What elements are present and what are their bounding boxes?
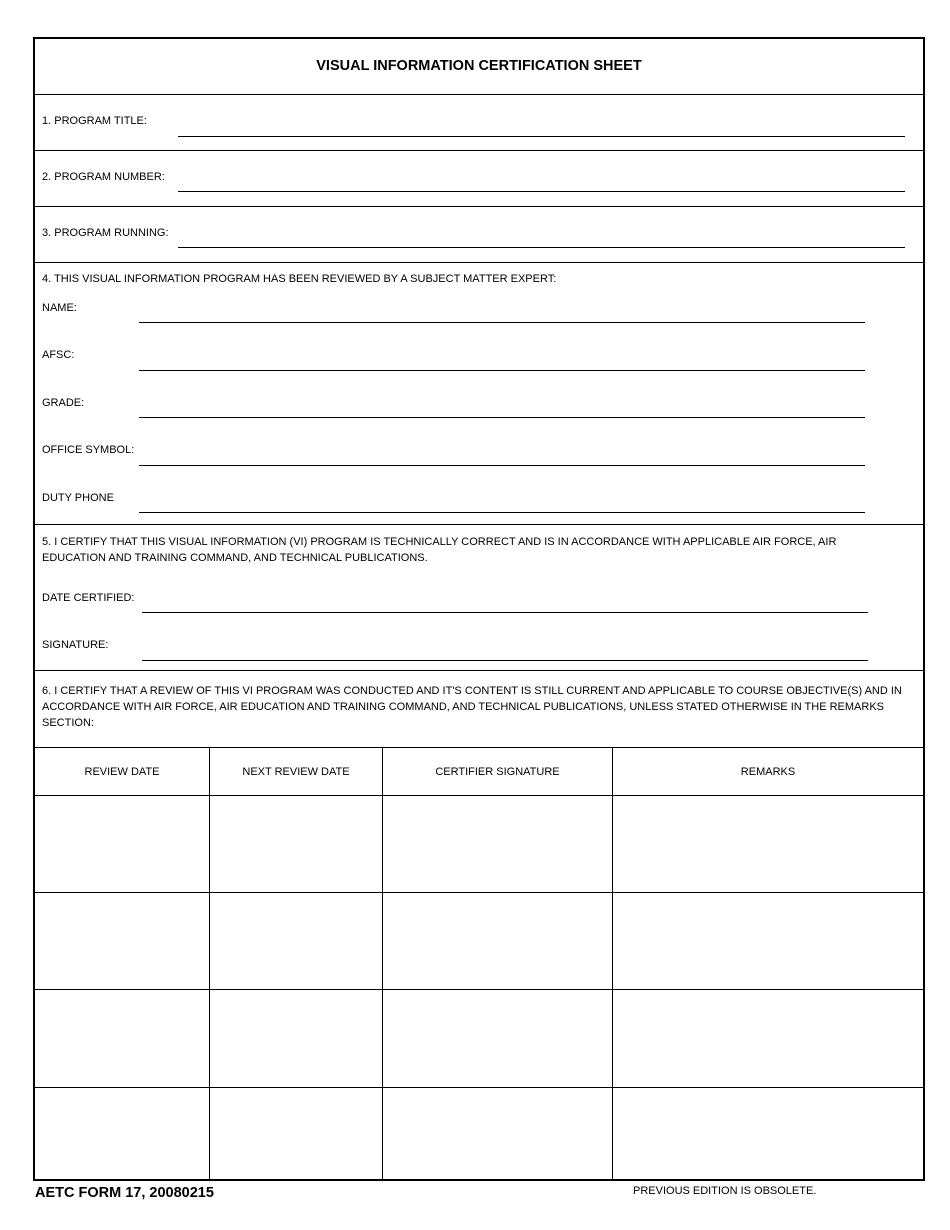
review-table-header: [35, 748, 923, 796]
program-number-label: 2. PROGRAM NUMBER:: [42, 171, 165, 183]
table-row: [35, 796, 923, 893]
table-row: [35, 990, 923, 1088]
program-number-section: [35, 151, 923, 207]
certification-section: [35, 525, 923, 671]
sme-review-section: [35, 263, 923, 525]
signature-label: SIGNATURE:: [42, 639, 109, 651]
review-date-cell[interactable]: [35, 1088, 210, 1179]
sme-grade-field[interactable]: [139, 417, 865, 418]
date-certified-field[interactable]: [142, 612, 868, 613]
sme-name-field[interactable]: [139, 322, 865, 323]
certification-form: [33, 37, 925, 1181]
edition-note: PREVIOUS EDITION IS OBSOLETE.: [633, 1185, 817, 1197]
sme-heading: 4. THIS VISUAL INFORMATION PROGRAM HAS BEEN REVIEWED BY A SUBJECT MATTER EXPERT:: [42, 273, 557, 285]
certifier-signature-cell[interactable]: [383, 893, 613, 989]
table-row: [35, 1088, 923, 1179]
program-running-field[interactable]: [178, 247, 905, 248]
next-review-date-cell[interactable]: [210, 796, 383, 892]
remarks-cell[interactable]: [613, 893, 923, 989]
date-certified-label: DATE CERTIFIED:: [42, 592, 135, 604]
remarks-cell[interactable]: [613, 990, 923, 1087]
signature-field[interactable]: [142, 660, 868, 661]
certifier-signature-cell[interactable]: [383, 796, 613, 892]
certifier-signature-cell[interactable]: [383, 1088, 613, 1179]
title-section: [35, 39, 923, 95]
sme-name-label: NAME:: [42, 302, 77, 314]
program-title-section: [35, 95, 923, 151]
form-number: AETC FORM 17, 20080215: [35, 1185, 214, 1201]
program-running-label: 3. PROGRAM RUNNING:: [42, 227, 169, 239]
certification-statement: 5. I CERTIFY THAT THIS VISUAL INFORMATION (VI) PROGRAM IS TECHNICALLY CORRECT AND IS IN ACCORDANCE WITH APPLICABLE AIR FORCE, AIR EDUCATION AND TRAINING COMMAND, AND TECHNICAL PUBLICATIONS.: [42, 536, 837, 564]
header-next-review-date: NEXT REVIEW DATE: [210, 748, 383, 795]
review-date-cell[interactable]: [35, 796, 210, 892]
header-certifier-signature: CERTIFIER SIGNATURE: [383, 748, 613, 795]
program-title-label: 1. PROGRAM TITLE:: [42, 115, 147, 127]
sme-grade-label: GRADE:: [42, 397, 85, 409]
sme-office-symbol-label: OFFICE SYMBOL:: [42, 444, 135, 456]
sme-duty-phone-label: DUTY PHONE: [42, 492, 114, 504]
next-review-date-cell[interactable]: [210, 1088, 383, 1179]
sme-office-symbol-field[interactable]: [139, 465, 865, 466]
header-remarks: REMARKS: [740, 765, 796, 778]
sme-duty-phone-field[interactable]: [139, 512, 865, 513]
next-review-date-cell[interactable]: [210, 990, 383, 1087]
program-title-field[interactable]: [178, 136, 905, 137]
review-statement: 6. I CERTIFY THAT A REVIEW OF THIS VI PROGRAM WAS CONDUCTED AND IT'S CONTENT IS STILL CURRENT AND APPLICABLE TO COURSE OBJECTIVE(S) AND IN ACCORDANCE WITH AIR FORCE, AIR EDUCATION AND TRAINING COMMAND, AND TECHNICAL PUBLICATIONS, UNLESS STATED OTHERWISE IN THE REMARKS SECTION:: [42, 685, 902, 729]
remarks-cell[interactable]: [613, 1088, 923, 1179]
review-date-cell[interactable]: [35, 893, 210, 989]
form-title: VISUAL INFORMATION CERTIFICATION SHEET: [316, 58, 642, 74]
review-section: [35, 671, 923, 748]
program-running-section: [35, 207, 923, 263]
sme-afsc-field[interactable]: [139, 370, 865, 371]
review-date-cell[interactable]: [35, 990, 210, 1087]
certifier-signature-cell[interactable]: [383, 990, 613, 1087]
remarks-cell[interactable]: [613, 796, 923, 892]
sme-afsc-label: AFSC:: [42, 349, 75, 361]
table-row: [35, 893, 923, 990]
next-review-date-cell[interactable]: [210, 893, 383, 989]
header-review-date: REVIEW DATE: [35, 748, 210, 795]
program-number-field[interactable]: [178, 191, 905, 192]
